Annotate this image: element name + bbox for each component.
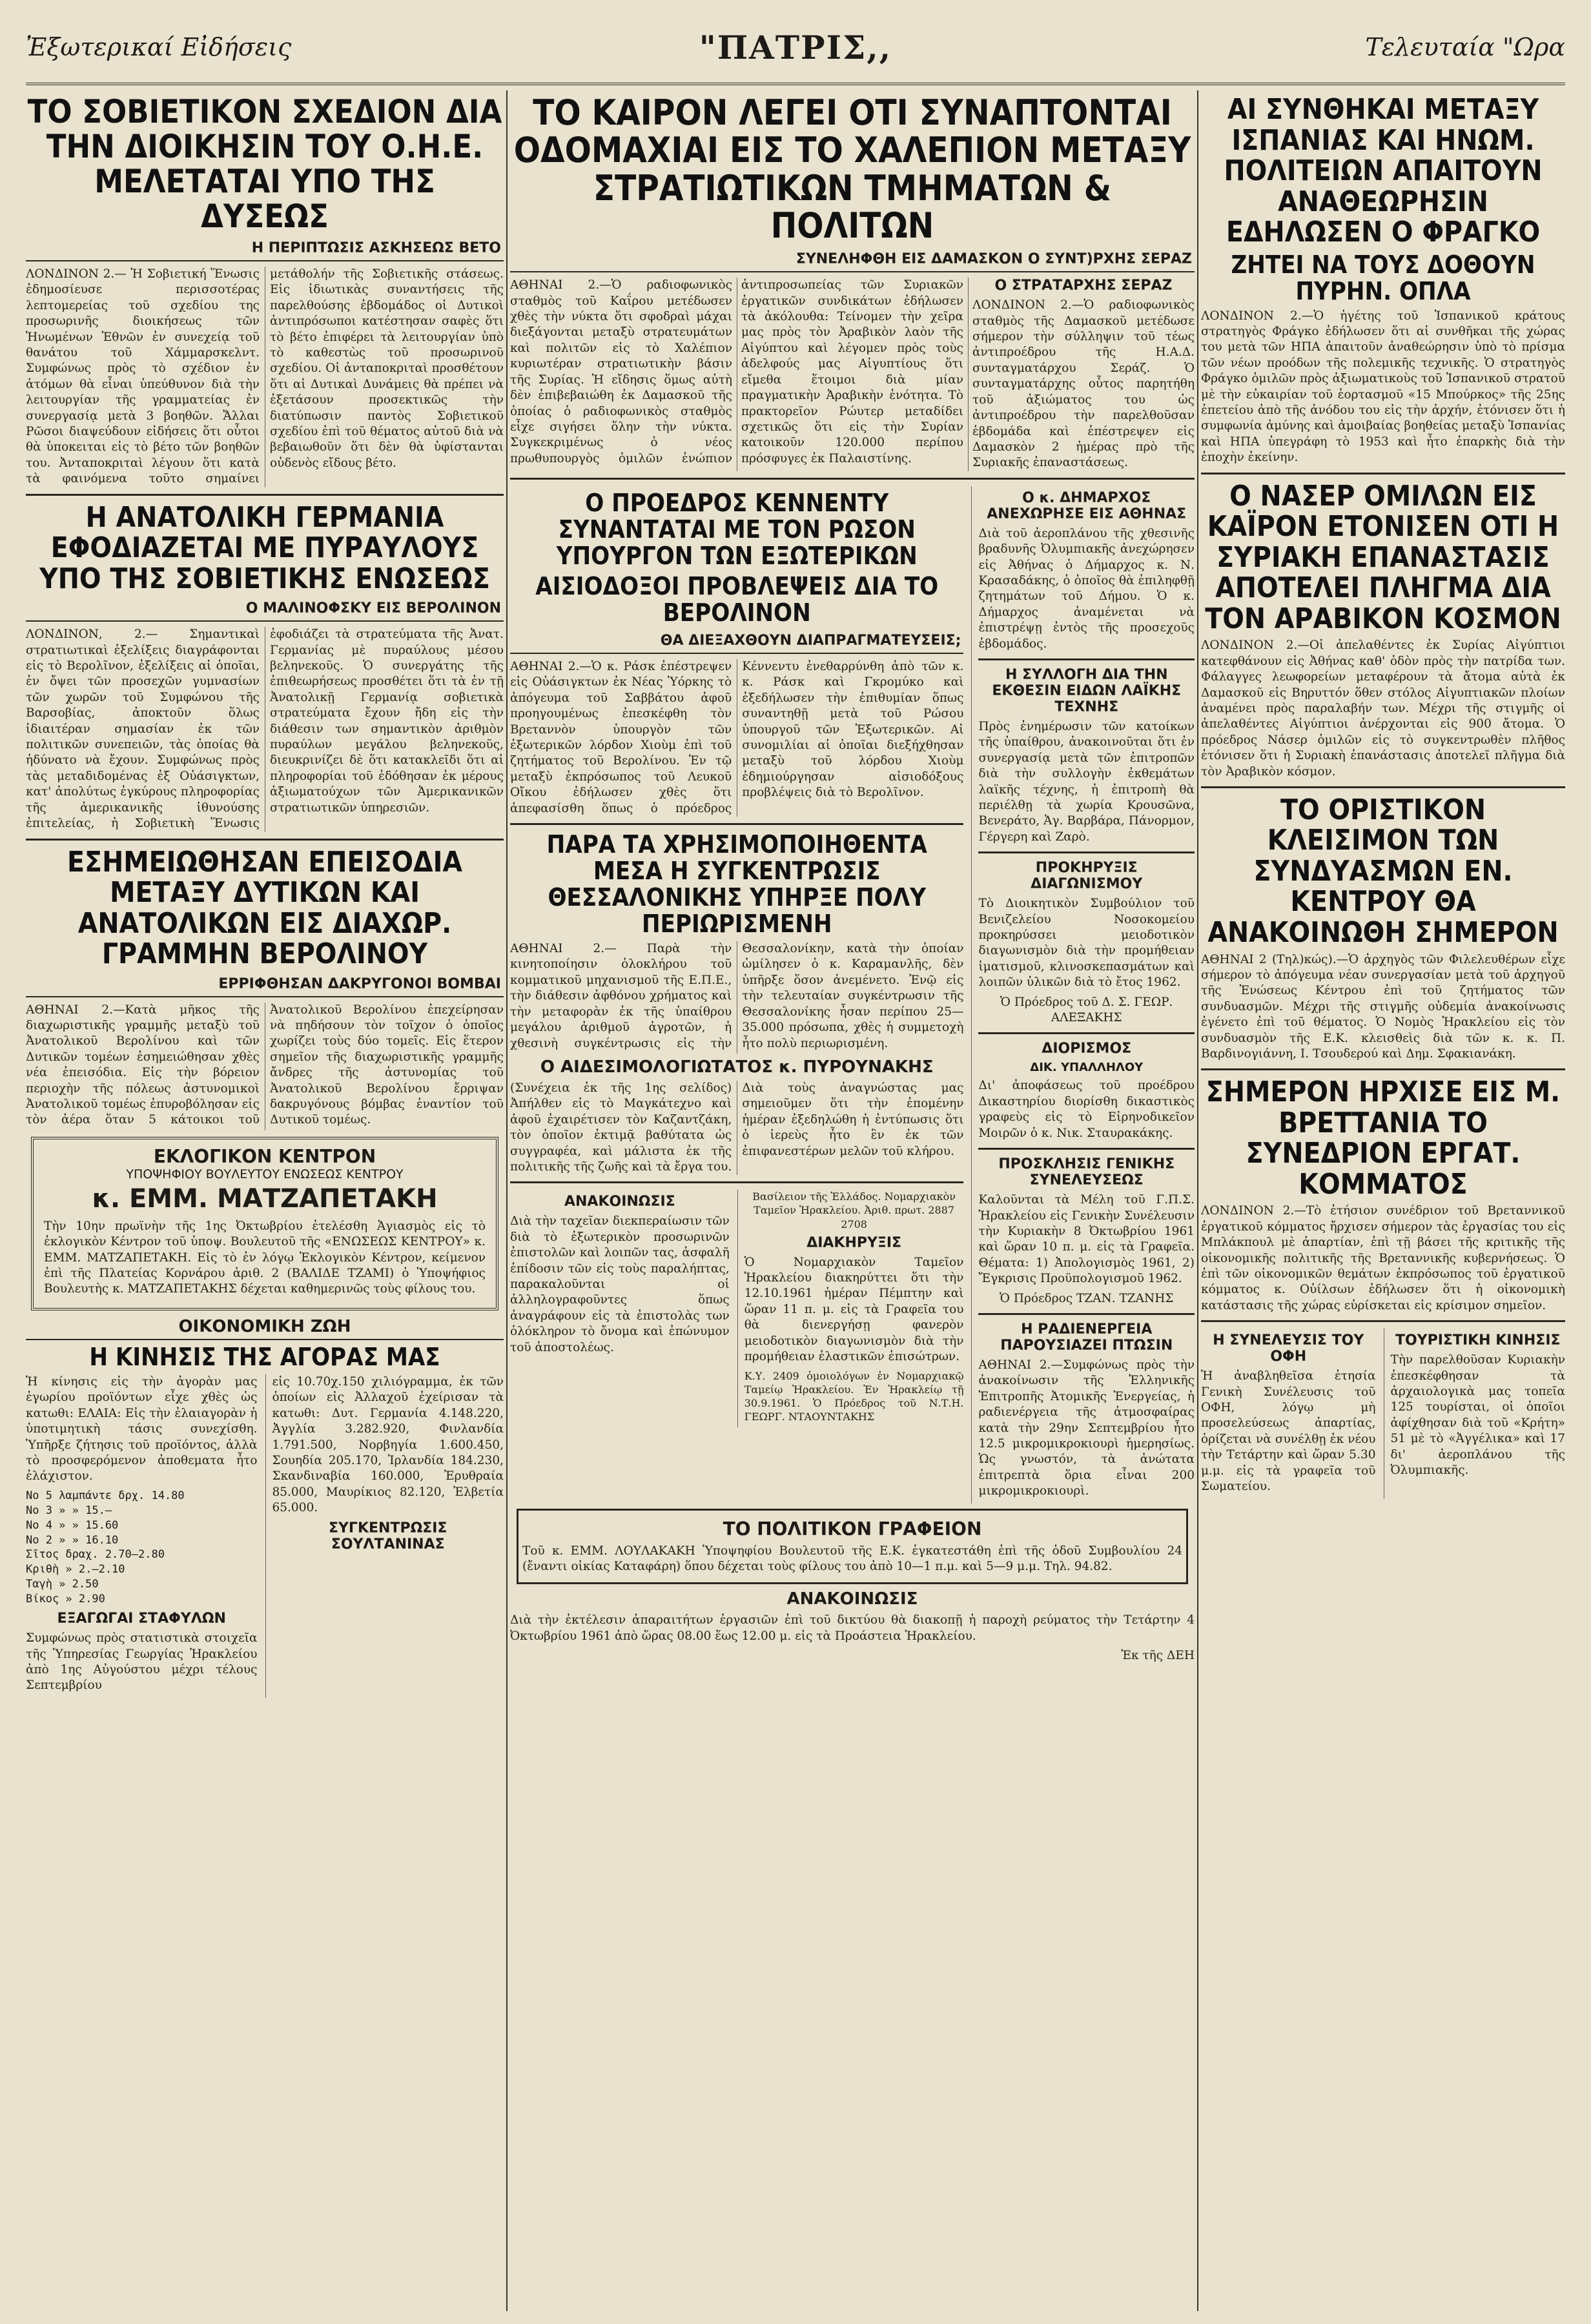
article-body bbox=[26, 267, 504, 487]
article-text: ΑΘΗΝΑΙ 2.—Ὁ ραδιοφωνικὸς σταθμὸς τοῦ Καΐρου μετέδωσεν χθὲς τὴν νύκτα ὅτι σφοδραὶ μάχαι διεξάγονται μεταξὺ στρατευμάτων καὶ πολιτῶν εἰς τὸ Χαλέπιον κυριωτέραν στρατιωτικὴν βάσιν τῆς Συρίας. Ἡ εἴδησις ὅμως αὐτὴ δὲν ἐπιβεβαιώθη ἐκ Δαμασκοῦ τῆς ὁποίας ὁ ραδιοφωνικὸς σταθμὸς εἶχε σιγήσει ὅλην τὴν νύκτα. Συγκεκριμένως ὁ νέος πρωθυπουργὸς ὁμιλῶν ἐνώπιον ἀντιπροσωπείας τῶν Συριακῶν ἐργατικῶν συνδικάτων ἐδήλωσεν τὰ ἀκόλουθα: Τείνομεν τὴν χεῖρα μας πρὸς τὸν Ἀραβικὸν λαὸν τῆς Αἰγύπτου καὶ λέγομεν πρὸς τοὺς ἀδελφούς μας Αἰγυπτίους ὅτι εἴμεθα ἕτοιμοι διὰ μίαν πραγματικὴν Ἀραβικὴν ἑνότητα. Τὸ πρακτορεῖον Ρώυτερ μεταδίδει σχετικῶς ὅτι εἰς τὴν Συρίαν κατοικοῦν 120.000 περίπου πρόσφυγες ἐκ Παλαιστίνης. bbox=[510, 278, 963, 465]
ad-subtitle: ΥΠΟΨΗΦΙΟΥ ΒΟΥΛΕΥΤΟΥ ΕΝΩΣΕΩΣ ΚΕΝΤΡΟΥ bbox=[126, 1167, 404, 1181]
headline-contest: ΠΡΟΚΗΡΥΞΙΣ ΔΙΑΓΩΝΙΣΜΟΥ bbox=[1031, 860, 1143, 893]
market-text: εἰς 10.70χ.150 χιλιόγραμμα, ἐκ τῶν ὁποίων εἰς Ἀλλαχοῦ ἐχείρισαν τὰ κατωθι: Δυτ. Γερμανία 4.148.220, Ἀγγλία 3.282.920, Φινλανδία 1.791.500, Νορβηγία 1.600.450, Σουηδία 205.170, Ἰρλανδία 184.230, Σκανδιναβία 160.000, Ἐρυθραία 85.000, Μαυρίκιος 82.120, Ἐλβετία 65.000. bbox=[272, 1374, 504, 1515]
column-divider bbox=[506, 90, 508, 2311]
column-right bbox=[1201, 90, 1565, 2311]
headline-tourism: ΤΟΥΡΙΣΤΙΚΗ ΚΙΝΗΣΙΣ bbox=[1395, 1332, 1561, 1349]
tender-org: Βασίλειον τῆς Ἑλλάδος. Νομαρχιακὸν Ταμεῖον Ἡρακλείου. Ἀριθ. πρωτ. 2887 2708 bbox=[752, 1190, 956, 1230]
section-rule bbox=[978, 658, 1195, 660]
article-text: ΛΟΝΔΙΝΟΝ 2.—Ὁ ραδιοφωνικὸς σταθμὸς τῆς Δαμασκοῦ μετέδωσε σήμερον τὴν σύλληψιν τοῦ τέως ἀντιπροέδρου τῆς Η.Α.Δ. συνταγματάρχου Σεράζ. Ὁ συνταγματάρχης οὗτος παρητήθη τοῦ ἀξιώματος του ὡς ἀντιπροέδρου τὴν παρελθοῦσαν ἑβδομάδα καὶ ἐπέστρεψεν εἰς Δαμασκὸν 2 ἡμέρας πρὸ τῆς Συριακῆς ἐπαναστάσεως. bbox=[972, 298, 1195, 470]
section-rule bbox=[978, 1313, 1195, 1315]
ad-text: Τὴν 10ην πρωϊνὴν τῆς 1ης Ὀκτωβρίου ἐτελέσθη Ἁγιασμὸς εἰς τὸ ἐκλογικὸν Κέντρον τοῦ ὑποψ. Βουλευτοῦ τῆς «ΕΝΩΣΕΩΣ ΚΕΝΤΡΟΥ» κ. ΕΜΜ. ΜΑΤΖΑΠΕΤΑΚΗ. Εἰς τὸ ἐν λόγῳ Ἐκλογικὸν Κέντρον, κείμενον ἐπὶ τῆς Πλατείας Κορνάρου ἀριθ. 2 (ΒΑΛΙΔΕ ΤΖΑΜΙ) ὁ Ὑποψήφιος Βουλευτὴς κ. ΜΑΤΖΑΠΕΤΑΚΗΣ δέχεται καθημερινῶς τοὺς φίλους του. bbox=[44, 1219, 486, 1296]
subheadline: Ο ΜΑΛΙΝΟΦΣΚΥ ΕΙΣ ΒΕΡΟΛΙΝΟΝ bbox=[26, 598, 504, 622]
headline-thessaloniki: ΠΑΡΑ ΤΑ ΧΡΗΣΙΜΟΠΟΙΗΘΕΝΤΑ ΜΕΣΑ Η ΣΥΓΚΕΝΤΡΩΣΙΣ ΘΕΣΣΑΛΟΝΙΚΗΣ ΥΠΗΡΞΕ ΠΟΛΥ ΠΕΡΙΩΡΙΣΜΕΝΗ bbox=[546, 830, 927, 939]
section-rule bbox=[510, 478, 1195, 480]
article-text: ΑΘΗΝΑΙ 2.—Κατὰ μῆκος τῆς διαχωριστικῆς γραμμῆς μεταξὺ τοῦ Ἀνατολικοῦ Βερολίνου καὶ τῶν Δυτικῶν τομέων ἐσημειώθησαν χθὲς νέα ἐπεισόδια. Εἰς τὴν βόρειον περιοχὴν τῆς πόλεως ἀστυνομικοὶ Ἀνατολικοῦ τομέως ἐπυροβόλησαν εἰς τὸν ἀέρα ὅταν 5 κάτοικοι τοῦ Ἀνατολικοῦ Βερολίνου ἐπεχείρησαν νὰ πηδήσουν τὸν τοῖχον ὁ ὁποῖος χωρίζει τοὺς δύο τομεῖς. Εἰς ἕτερον σημεῖον τῆς διαχωριστικῆς γραμμῆς ἄνδρες τῆς ἀστυνομίας τοῦ Ἀνατολικοῦ Βερολίνου ἔρριψαν δακρυγόνους βόμβας ἐναντίον τοῦ Δυτικοῦ τομέως. bbox=[26, 1003, 504, 1127]
article-body bbox=[510, 941, 963, 1054]
headline-berlin-incidents: ΕΣΗΜΕΙΩΘΗΣΑΝ ΕΠΕΙΣΟΔΙΑ ΜΕΤΑΞΥ ΔΥΤΙΚΩΝ ΚΑΙ ΑΝΑΤΟΛΙΚΩΝ ΕΙΣ ΔΙΑΧΩΡ. ΓΡΑΜΜΗΝ ΒΕΡΟΛΙΝΟΥ bbox=[67, 845, 463, 971]
headline-grape-exports: ΕΞΑΓΩΓΑΙ ΣΤΑΦΥΛΩΝ bbox=[57, 1611, 226, 1627]
headline-nasser: Ο ΝΑΣΕΡ ΟΜΙΛΩΝ ΕΙΣ ΚΑΪΡΟΝ ΕΤΟΝΙΣΕΝ ΟΤΙ Η ΣΥΡΙΑΚΗ ΕΠΑΝΑΣΤΑΣΙΣ ΑΠΟΤΕΛΕΙ ΠΛΗΓΜΑ ΔΙΑ ΤΟΝ ΑΡΑΒΙΚΟΝ ΚΟΣΜΟΝ bbox=[1205, 479, 1561, 635]
subheadline: ΣΥΝΕΛΗΦΘΗ ΕΙΣ ΔΑΜΑΣΚΟΝ Ο ΣΥΝΤ)ΡΧΗΣ ΣΕΡΑΖ bbox=[510, 249, 1195, 272]
headline-soviet-plan: ΤΟ ΣΟΒΙΕΤΙΚΟΝ ΣΧΕΔΙΟΝ ΔΙΑ ΤΗΝ ΔΙΟΙΚΗΣΙΝ ΤΟΥ Ο.Η.Ε. ΜΕΛΕΤΑΤΑΙ ΥΠΟ ΤΗΣ ΔΥΣΕΩΣ bbox=[27, 93, 502, 235]
article-text: ΑΘΗΝΑΙ 2.—Συμφώνως πρὸς τὴν ἀνακοίνωσιν τῆς Ἑλληνικῆς Ἐπιτροπῆς Ἀτομικῆς Ἐνεργείας, ἡ ραδιενέργεια τῆς ἀτμοσφαίρας κατὰ τὴν 29ην Σεπτεμβρίου ἦτο 12.5 μικρομικροκιουρὶ ἡμερησίως. Ὡς γνωστόν, τὰ ἀνώτατα ἐπιτρεπτὰ ὅρια εἶναι 200 μικρομικροκιουρὶ. bbox=[978, 1358, 1195, 1498]
market-report bbox=[26, 1374, 504, 1698]
short-news-row bbox=[1201, 1329, 1565, 1498]
section-rule bbox=[978, 1148, 1195, 1150]
section-rule bbox=[1201, 473, 1565, 474]
center-main-stack bbox=[510, 486, 963, 1503]
masthead bbox=[26, 12, 1565, 85]
price-row: Βίκος » 2.90 bbox=[26, 1593, 105, 1606]
headline-nuclear-arms: ΖΗΤΕΙ ΝΑ ΤΟΥΣ ΔΟΘΟΥΝ ΠΥΡΗΝ. ΟΠΛΑ bbox=[1231, 250, 1535, 305]
article-text: Διὰ τοῦ ἀεροπλάνου τῆς χθεσινῆς βραδυνῆς Ὀλυμπιακῆς ἀνεχώρησεν εἰς Ἀθήνας ὁ Δήμαρχος κ. Ν. Κρασαδάκης, ὁ ὁποῖος θὰ ἐπιληφθῇ ζητημάτων τοῦ Δήμου. Ὁ κ. Δήμαρχος ἀναμένεται νὰ ἐπιστρέψῃ ἐντὸς τῆς προσεχοῦς ἑβδομάδος. bbox=[978, 526, 1195, 651]
article-text: ΛΟΝΔΙΝΟΝ 2.—Τὸ ἐτήσιον συνέδριον τοῦ Βρεταννικοῦ ἐργατικοῦ κόμματος ἤρχισεν σήμερον τὰς ἐργασίας του εἰς Μπλάκπουλ μὲ ἀπαρτίαν, ἐπὶ τῇ βάσει τῆς κριτικῆς τῆς οἰκονομικῆς πολιτικῆς τῆς Βρεταννικῆς κυβερνήσεως. Ὁ ἐπὶ τῶν οἰκονομικῶν θεμάτων ἐκπρόσωπος τοῦ ἐργατικοῦ κόμματος κ. Οὐίλσων ἐδήλωσεν ὅτι ἡ οἰκονομικὴ κατάστασις τῆς χώρας εὑρίσκεται εἰς κρίσιμον σημεῖον. bbox=[1201, 1204, 1565, 1312]
headline-folk-art: Η ΣΥΛΛΟΓΗ ΔΙΑ ΤΗΝ ΕΚΘΕΣΙΝ ΕΙΔΩΝ ΛΑΪΚΗΣ ΤΕΧΝΗΣ bbox=[992, 666, 1182, 715]
price-row: Νο 5 λαμπάντε δρχ. 14.80 bbox=[26, 1489, 185, 1502]
center-side-stack bbox=[971, 486, 1195, 1503]
ad-candidate-name: κ. ΕΜΜ. ΜΑΤΖΑΠΕΤΑΚΗ bbox=[92, 1183, 438, 1214]
signature: Ὁ Πρόεδρος τοῦ Δ. Σ. ΓΕΩΡ. ΑΛΕΞΑΚΗΣ bbox=[1000, 995, 1173, 1025]
section-rule bbox=[1201, 786, 1565, 788]
subheadline-seraz: Ο ΣΤΡΑΤΑΡΧΗΣ ΣΕΡΑΖ bbox=[994, 278, 1173, 294]
notice bbox=[510, 1190, 730, 1427]
section-rule bbox=[1201, 1320, 1565, 1322]
article-text: Πρὸς ἐνημέρωσιν τῶν κατοίκων τῆς ὑπαίθρου, ἀνακοινοῦται ὅτι ἐν συνεργασίᾳ μετὰ τῶν ἐπιτροπῶν διὰ τὴν συλλογὴν ἐκθεμάτων λαϊκῆς τέχνης, ἡ ἐπιτροπὴ θὰ περιέλθῃ τὰ χωρία Κρουσῶνα, Βενεράτο, Ἁγ. Βαρβάρα, Πάνορμον, Γέργερη καὶ Ζαρὸ. bbox=[978, 719, 1195, 844]
subheadline: ΔΙΚ. ΥΠΑΛΛΗΛΟΥ bbox=[1030, 1061, 1144, 1075]
article-body bbox=[510, 659, 963, 817]
section-label-foreign: Ἐξωτερικαί Εἰδήσεις bbox=[26, 33, 292, 61]
short-news bbox=[1201, 1329, 1376, 1498]
section-rule bbox=[26, 839, 504, 841]
headline-political-office: ΤΟ ΠΟΛΙΤΙΚΟΝ ΓΡΑΦΕΙΟΝ bbox=[723, 1518, 982, 1540]
tender-notice bbox=[737, 1190, 964, 1427]
headline-cairo-aleppo: ΤΟ ΚΑΙΡΟΝ ΛΕΓΕΙ ΟΤΙ ΣΥΝΑΠΤΟΝΤΑΙ ΟΔΟΜΑΧΙΑΙ ΕΙΣ ΤΟ ΧΑΛΕΠΙΟΝ ΜΕΤΑΞΥ ΣΤΡΑΤΙΩΤΙΚΩΝ ΤΜΗΜΑΤΩΝ & ΠΟΛΙΤΩΝ bbox=[513, 92, 1191, 246]
article-text: (Συνέχεια ἐκ τῆς 1ης σελίδος) Ἀπήλθεν εἰς τὸ Μαγκάτεχνο καὶ ἀφοῦ ἐχαιρέτισεν τὸν Καζαντζάκη, τὸν ὁποῖον ἐκτιμᾷ βαθύτατα ὡς συγγραφέα, καὶ μάλιστα ἐκ τῆς πολιτικῆς τῆς ζωῆς καὶ τὰ ἔργα του. Διὰ τοὺς ἀναγνώστας μας σημειοῦμεν ὅτι τὴν ἐπομένην ἡμέραν ἐξεδηλώθη ἡ ἐντύπωσις ὅτι ὁ ἱερεὺς ἦτο ἓν ἐκ τῶν ἐπιφανεστέρων μελῶν τοῦ κλήρου. bbox=[510, 1081, 964, 1174]
headline-ofi: Η ΣΥΝΕΛΕΥΣΙΣ ΤΟΥ ΟΦΗ bbox=[1213, 1332, 1364, 1365]
section-label-latest: Τελευταία "Ωρα bbox=[1365, 33, 1565, 61]
headline-labour-congress: ΣΗΜΕΡΟΝ ΗΡΧΙΣΕ ΕΙΣ Μ. ΒΡΕΤΤΑΝΙΑ ΤΟ ΣΥΝΕΔΡΙΟΝ ΕΡΓΑΤ. ΚΟΜΜΑΤΟΣ bbox=[1206, 1075, 1561, 1201]
article-text: ΛΟΝΔΙΝΟΝ 2.—Ὁ ἡγέτης τοῦ Ἱσπανικοῦ κράτους στρατηγὸς Φράγκο ἐδήλωσεν ὅτι αἱ συνθῆκαι τῆς χώρας του μετὰ τῶν ΗΠΑ ἀπαιτοῦν ἀναθεώρησιν ὑπὸ τὸ πρίσμα τῶν νέων προόδων τῆς πολεμικῆς τεχνικῆς. Ὁ στρατηγὸς Φράγκο ὁμιλῶν πρὸς ἀξιωματικοὺς τοῦ Ἱσπανικοῦ στρατοῦ μὲ τὴν εὐκαιρίαν τοῦ ἑορτασμοῦ «15 Μπούρκος» τῆς 25ης ἐπετείου ἀπὸ τῆς ἀνόδου του εἰς τὴν ἀρχήν, ἐτόνισεν ὅτι ἡ συμφωνία ἀμύνης καὶ ἀμοιβαίας βοηθείας μεταξὺ Ἱσπανίας καὶ ΗΠΑ ὑπεγράφη τὸ 1953 καὶ ἦτο ἐπαρκὴς διὰ τὴν ἐποχὴν ἐκείνην. bbox=[1201, 309, 1565, 465]
signature: Ὁ Πρόεδρος ΤΖΑΝ. ΤΖΑΝΗΣ bbox=[1000, 1291, 1174, 1305]
article-body bbox=[510, 278, 1195, 471]
headline-invitation: ΠΡΟΣΚΛΗΣΙΣ ΓΕΝΙΚΗΣ ΣΥΝΕΛΕΥΣΕΩΣ bbox=[998, 1156, 1175, 1189]
tender-text: Ὁ Νομαρχιακὸν Ταμεῖον Ἡρακλείου διακηρύττει ὅτι τὴν 12.10.1961 ἡμέραν Πέμπτην καὶ ὥραν 11 π. μ. εἰς τὰ Γραφεῖα του θὰ διενεργήσῃ φανερὸν μειοδοτικὸν διαγωνισμὸν διὰ τὴν προμήθειαν ἐλαστικῶν ἐπισώτρων. bbox=[744, 1255, 964, 1364]
section-rule bbox=[1201, 1068, 1565, 1070]
price-row: Σῖτος δραχ. 2.70—2.80 bbox=[26, 1548, 165, 1562]
article-text: ΑΘΗΝΑΙ 2.— Παρὰ τὴν κινητοποίησιν ὁλοκλήρου τοῦ κομματικοῦ μηχανισμοῦ τῆς Ε.Π.Ε., τὴν διάθεσιν ἀφθόνου χρήματος καὶ τὴν μεταφορὰν ἐκ τῆς ὑπαίθρου μεγάλου ἀριθμοῦ ἀγροτῶν, ἡ χθεσινὴ συγκέντρωσις εἰς τὴν Θεσσαλονίκην, κατὰ τὴν ὁποίαν ὡμίλησεν ὁ κ. Καραμανλῆς, δὲν ὑπῆρξε ὅσον ἀνεμένετο. Ἐνῷ εἰς τὴν τελευταίαν συγκέντρωσιν τῆς Θεσσαλονίκης ἦσαν περίπου 25—35.000 πρόσωπα, χθὲς ἡ συμμετοχὴ ἦτο πολὺ περιωρισμένη. bbox=[510, 942, 964, 1050]
article-body bbox=[26, 627, 504, 831]
headline-sultanina: ΣΥΓΚΕΝΤΡΩΣΙΣ ΣΟΥΛΤΑΝΙΝΑΣ bbox=[328, 1520, 447, 1553]
article-text: ΑΘΗΝΑΙ 2.—Ὁ κ. Ράσκ ἐπέστρεψεν εἰς Οὐάσιγκτων ἐκ Νέας Ὑόρκης τὸ ἀπόγευμα τοῦ Σαββάτου ἀφοῦ προηγουμένως ἐπεσκέφθη τὸν Βρεταννὸν ὑπουργὸν τῶν ἐξωτερικῶν λόρδον Χιοὺμ ἐπὶ τοῦ ζητήματος τοῦ Βερολίνου. Ἐν τῷ μεταξὺ ἐκπρόσωπος τοῦ Λευκοῦ Οἴκου ἐδήλωσεν χθὲς ὅτι ἀπεφασίσθη ὅπως ὁ πρόεδρος Κέννεντυ ἐνεθαρρύνθη ἀπὸ τῶν κ. κ. Ράσκ καὶ Γκρομύκο καὶ ἐξεδήλωσεν τὴν ἐπιθυμίαν ὅπως συναντηθῇ μετὰ τοῦ Ρώσου ὑπουργοῦ τῶν Ἐξωτερικῶν. Αἱ συνομιλίαι αἱ ὁποῖαι διεξήχθησαν μεταξὺ τοῦ λόρδου Χιοὺμ ἐδημιούργησαν αἰσιοδόξους προβλέψεις διὰ τὸ Βερολῖνον. bbox=[510, 659, 964, 815]
price-row: Νο 3 » » 15.— bbox=[26, 1503, 112, 1517]
headline-appointment: ΔΙΟΡΙΣΜΟΣ bbox=[1042, 1041, 1132, 1057]
headline-pyrounakis: Ο ΑΙΔΕΣΙΜΟΛΟΓΙΩΤΑΤΟΣ κ. ΠΥΡΟΥΝΑΚΗΣ bbox=[540, 1057, 934, 1077]
price-row: Νο 4 » » 15.60 bbox=[26, 1518, 119, 1532]
short-news bbox=[1384, 1329, 1566, 1498]
election-center-ad bbox=[31, 1137, 498, 1310]
column-center bbox=[510, 90, 1195, 2311]
headline-spain-usa: ΑΙ ΣΥΝΘΗΚΑΙ ΜΕΤΑΞΥ ΙΣΠΑΝΙΑΣ ΚΑΙ ΗΝΩΜ. ΠΟΛΙΤΕΙΩΝ ΑΠΑΙΤΟΥΝ ΑΝΑΘΕΩΡΗΣΙΝ ΕΔΗΛΩΣΕΝ Ο ΦΡΑΓΚΟ bbox=[1224, 93, 1543, 249]
article-body bbox=[510, 1081, 963, 1175]
section-rule bbox=[978, 851, 1195, 853]
notice-title: ΑΝΑΚΟΙΝΩΣΙΣ bbox=[564, 1194, 675, 1210]
newspaper-title: "ΠΑΤΡΙΣ,, bbox=[699, 28, 892, 66]
article-text: Τοῦ κ. ΕΜΜ. ΛΟΥΛΑΚΑΚΗ Ὑποψηφίου Βουλευτοῦ τῆς Ε.Κ. ἐγκατεστάθη ἐπὶ τῆς ὁδοῦ Συμβουλίου 24 (ἔναντι οἰκίας Καταφάρη) ὅπου δέχεται τοὺς φίλους του ἀπὸ 10—1 π.μ. καὶ 5—9 μ.μ. Τηλ. 94.82. bbox=[522, 1544, 1182, 1573]
article-text: Καλοῦνται τὰ Μέλη τοῦ Γ.Π.Σ. Ἡρακλείου εἰς Γενικὴν Συνέλευσιν τὴν Κυριακὴν 8 Ὀκτωβρίου 1961 καὶ ὥραν 10 π. μ. εἰς τὰ Γραφεῖα. Θέματα: 1) Ἀπολογισμὸς 1961, 2) Ἔγκρισις Προϋπολογισμοῦ 1962. bbox=[978, 1193, 1195, 1286]
exports-text: Συμφώνως πρὸς στατιστικὰ στοιχεῖα τῆς Ὑπηρεσίας Γεωργίας Ἡρακλείου ἀπὸ 1ης Αὐγούστου μέχρι τέλους Σεπτεμβρίου bbox=[26, 1631, 258, 1693]
ad-title: ΕΚΛΟΓΙΚΟΝ ΚΕΝΤΡΟΝ bbox=[153, 1145, 376, 1167]
subheadline: Η ΠΕΡΙΠΤΩΣΙΣ ΑΣΚΗΣΕΩΣ ΒΕΤΟ bbox=[26, 238, 504, 261]
headline-announcement: ΑΝΑΚΟΙΝΩΣΙΣ bbox=[786, 1589, 918, 1609]
market-column bbox=[26, 1374, 258, 1698]
column-divider bbox=[1197, 90, 1198, 2311]
headline-market: Η ΚΙΝΗΣΙΣ ΤΗΣ ΑΓΟΡΑΣ ΜΑΣ bbox=[89, 1342, 440, 1371]
price-row: Ταγὴ » 2.50 bbox=[26, 1578, 99, 1591]
section-rule bbox=[510, 1181, 963, 1183]
subheadline: ΕΡΡΙΦΘΗΣΑΝ ΔΑΚΡΥΓΟΝΟΙ ΒΟΜΒΑΙ bbox=[26, 973, 504, 997]
market-text: Ἡ κίνησις εἰς τὴν ἀγορὰν μας ἐγωρίου προϊόντων εἶχε χθὲς ὡς κατωθι: ΕΛΑΙΑ: Εἰς τὴν ἐλαιαγορὰν ἡ ὑποτιμητικὴ τάσις συνεχίσθη. Ὑπῆρξε ζήτησις τοῦ προϊόντος, ἀλλὰ τὸ προσφερόμενον ἀποθεματα ἦτο ἐλάχιστον. bbox=[26, 1374, 258, 1483]
article-text: ΛΟΝΔΙΝΟΝ, 2.— Σημαντικαὶ στρατιωτικαὶ ἐξελίξεις διαγράφονται εἰς τὸ Βερολῖνον, ἐξελίξεις αἱ ὁποῖαι, ἐν ὄψει τῶν προσεχῶν γυμνασίων τῶν χωρῶν τοῦ Συμφώνου τῆς Βαρσοβίας, ἀποκτοῦν ὅλως ἰδιαιτέραν σημασίαν ἐκ τῶν πολιτικῶν συνεπειῶν, τὰς ὁποίας θὰ ἠδύνατο νὰ ἔχουν. Συμφώνως πρὸς τὰς μεταδιδομένας ἐξ Οὐάσιγκτων, κατ' ἀπολύτως ἐγκύρους πληροφορίας τῆς ἀμερικανικῆς ἱθυνούσης ἐπιτελείας, ἡ Σοβιετικὴ Ἕνωσις ἐφοδιάζει τὰ στρατεύματα τῆς Ἀνατ. Γερμανίας μὲ πυραύλους μέσου βεληνεκοῦς. Ὁ συνεργάτης τῆς ἐπιθεωρήσεως προσθέτει ὅτι τὰ ἐν τῇ Ἀνατολικῇ Γερμανίᾳ σοβιετικὰ στρατεύματα ἔχουν ἤδη εἰς τὴν διάθεσιν των σημαντικὸν ἀριθμὸν πυραύλων μεγάλου βεληνεκοῦς, διευκρινίζει δὲ ὅτι κατακλεῖδι ὅτι αἱ πληροφορίαι τοῦ ἐδόθησαν ἐκ μέρους ἀξιωματούχων τῶν Ἀμερικανικῶν στρατιωτικῶν ὑπηρεσιῶν. bbox=[26, 627, 504, 831]
article-text: ΛΟΝΔΙΝΟΝ 2.— Ἡ Σοβιετική Ἕνωσις ἐδημοσίευσε περισσοτέρας λεπτομερείας τοῦ σχεδίου της προσωρινῆς διοικήσεως τῶν Ἡνωμένων Ἐθνῶν ἐν συνεχείᾳ τοῦ θανάτου τοῦ Χάμμαρσκελντ. Συμφώνως πρὸς τὸ σχέδιον ἐν ἀτόμων θὰ εἶναι ὑπεύθυνον διὰ τὴν λειτουργίαν τῆς γραμματείας ἐν συνεργασίᾳ μετὰ 3 βοηθῶν. Ἄλλαι Ρῶσοι διαψεύδουν εἰδήσεις ὅτι οὗτοι θὰ ὑποκειται εἰς τὸ βέτο τῶν βοηθῶν του. Ἀνταποκριταὶ λέγουν ὅτι κατὰ τὰ φαινόμενα τοῦτο σημαίνει μετάθολήν τῆς Σοβιετικῆς στάσεως. Εἰς ἰδιωτικὰς συναντήσεις τῆς παρελθούσης ἑβδομάδος οἱ Δυτικοὶ ἀντιπρόσωποι κατέστησαν σαφὲς ὅτι τὸ βέτο ἐπιφέρει τὰ λειτουργίαν ὑπὸ τὸ καθεστὼς τοῦ προσωρινοῦ σχεδίου. Οἱ ἀνταποκριταὶ προσθέτουν ὅτι αἱ Δυτικαὶ Δυνάμεις θὰ πρέπει νὰ ἐξετάσουν προσεκτικῶς τὴν διατύπωσιν παντὸς Σοβιετικοῦ σχεδίου ἐπὶ τοῦ θέματος αὐτοῦ διὰ νὰ βεβαιωθοῦν ὅτι δὲν θὰ ὑφίστανται οὐδενὸς εἴδους βέτο. bbox=[26, 267, 504, 486]
economy-section-label: ΟΙΚΟΝΟΜΙΚΗ ΖΩΗ bbox=[26, 1317, 504, 1340]
subheadline: ΘΑ ΔΙΕΞΑΧΘΟΥΝ ΔΙΑΠΡΑΓΜΑΤΕΥΣΕΙΣ; bbox=[510, 630, 963, 654]
center-lower bbox=[510, 486, 1195, 1503]
tender-signature: Κ.Υ. 2409 ὁμοιολόγων ἐν Νομαρχιακῷ Ταμείῳ Ἡρακλείου. Ἐν Ἡρακλείῳ τῇ 30.9.1961. Ὁ Πρόεδρος τοῦ Ν.Τ.Η. ΓΕΩΡΓ. ΝΤΑΟΥΝΤΑΚΗΣ bbox=[744, 1369, 964, 1423]
signature: Ἐκ τῆς ΔΕΗ bbox=[1121, 1649, 1195, 1663]
price-row: Κριθὴ » 2.—2.10 bbox=[26, 1563, 125, 1576]
section-rule bbox=[510, 823, 963, 825]
column-left bbox=[26, 90, 504, 2311]
headline-mayor: Ο κ. ΔΗΜΑΡΧΟΣ ΑΝΕΧΩΡΗΣΕ ΕΙΣ ΑΘΗΝΑΣ bbox=[987, 489, 1187, 522]
market-column bbox=[265, 1374, 504, 1698]
price-list bbox=[26, 1489, 258, 1607]
political-office-notice bbox=[517, 1509, 1188, 1585]
tender-title: ΔΙΑΚΗΡΥΞΙΣ bbox=[806, 1234, 902, 1251]
article-text: Ἡ ἀναβληθεῖσα ἐτησία Γενικὴ Συνέλευσις τοῦ ΟΦΗ, λόγῳ μὴ προσελεύσεως ἀπαρτίας, ὁρίζεται νὰ συνέλθῃ ἐκ νέου τὴν Τετάρτην καὶ ὥραν 5.30 μ.μ. εἰς τὰ γραφεῖα τοῦ Σωματείου. bbox=[1201, 1369, 1376, 1494]
headline-berlin-forecast: ΑΙΣΙΟΔΟΞΟΙ ΠΡΟΒΛΕΨΕΙΣ ΔΙΑ ΤΟ ΒΕΡΟΛΙΝΟΝ bbox=[535, 571, 939, 627]
notice-text: Διὰ τὴν ταχεῖαν διεκπεραίωσιν τῶν διὰ τὸ ἐξωτερικὸν προσωρινῶν ἐπιστολῶν καὶ λοιπῶν τας, ἀσφαλῆ ἐπίδοσιν τῶν εἰς τοὺς παραλήπτας, παρακαλοῦνται οἱ ἀλληλογραφοῦντες ὅπως ἀναγράφουν εἰς τὰ ἐπιστολὰς των ὁλόκληρον τὸ ὄνομα καὶ ἐπώνυμον τοῦ ἀποστολέως. bbox=[510, 1214, 730, 1354]
section-rule bbox=[978, 1032, 1195, 1034]
headline-kennedy: Ο ΠΡΟΕΔΡΟΣ ΚΕΝΝΕΝΤΥ ΣΥΝΑΝΤΑΤΑΙ ΜΕ ΤΟΝ ΡΩΣΟΝ ΥΠΟΥΡΓΟΝ ΤΩΝ ΕΞΩΤΕΡΙΚΩΝ bbox=[556, 488, 918, 570]
headline-east-germany: Η ΑΝΑΤΟΛΙΚΗ ΓΕΡΜΑΝΙΑ ΕΦΟΔΙΑΖΕΤΑΙ ΜΕ ΠΥΡΑΥΛΟΥΣ ΥΠΟ ΤΗΣ ΣΟΒΙΕΤΙΚΗΣ ΕΝΩΣΕΩΣ bbox=[39, 500, 490, 595]
article-text: Τὸ Διοικητικὸν Συμβούλιον τοῦ Βενιζελείου Νοσοκομείου προκηρύσσει μειοδοτικὸν διαγωνισμὸν διὰ τὴν προμήθειαν ἱματισμοῦ, κλινοσκεπασμάτων καὶ λοιπῶν ὑλικῶν διὰ τὸ ἔτος 1962. bbox=[978, 897, 1195, 990]
article-text: Διὰ τὴν ἐκτέλεσιν ἀπαραιτήτων ἐργασιῶν ἐπὶ τοῦ δικτύου θὰ διακοπῇ ἡ παροχὴ ρεύματος τὴν Τετάρτην 4 Ὀκτωβρίου 1961 ἀπὸ ὥρας 08.00 ἕως 12.00 μ. εἰς τὰ Προάστεια Ἡρακλείου. bbox=[510, 1613, 1195, 1643]
section-rule bbox=[26, 494, 504, 496]
notices-row bbox=[510, 1190, 963, 1427]
headline-radiation: Η ΡΑΔΙΕΝΕΡΓΕΙΑ ΠΑΡΟΥΣΙΑΖΕΙ ΠΤΩΣΙΝ bbox=[1000, 1321, 1173, 1354]
article-text: Δι' ἀποφάσεως τοῦ προέδρου Δικαστηρίου διορίσθη δικαστικὸς γραφεὺς εἰς τὸ Εἰρηνοδικεῖον Μοιρῶν ὁ κ. Νικ. Σταυρακάκης. bbox=[978, 1079, 1195, 1140]
article-text: Τὴν παρελθοῦσαν Κυριακὴν ἐπεσκέφθησαν τὰ ἀρχαιολογικὰ μας τοπεῖα 125 τουρίσται, οἱ ὁποῖοι ἀφίχθησαν διὰ τοῦ «Κρήτη» 51 μὲ τὸ «Ἀγγέλικα» καὶ 17 δι' ἀεροπλάνου τῆς Ὀλυμπιακῆς. bbox=[1390, 1353, 1565, 1478]
headline-centre-union: ΤΟ ΟΡΙΣΤΙΚΟΝ ΚΛΕΙΣΙΜΟΝ ΤΩΝ ΣΥΝΔΥΑΣΜΩΝ ΕΝ. ΚΕΝΤΡΟΥ ΘΑ ΑΝΑΚΟΙΝΩΘΗ ΣΗΜΕΡΟΝ bbox=[1207, 793, 1559, 949]
article-body bbox=[26, 1003, 504, 1130]
article-text: ΛΟΝΔΙΝΟΝ 2.—Οἱ ἀπελαθέντες ἐκ Συρίας Αἰγύπτιοι κατεφθάνουν εἰς Ἀθήνας καθ' ὁδὸν πρὸς τὴν πατρίδα των. Φάλαγγες λεωφορείων μεταφέρουν τὰ ἄτομα αὐτὰ ἐκ Δαμασκοῦ εἰς Βηρυττόν ὅθεν στόλος Αἰγυπτιακῶν πλοίων ἀναμένει πρὸς παραλαβήν των. Μέχρι τῆς στιγμῆς οἱ ἀπελαθέντες Αἰγύπτιοι ἀνέρχονται εἰς 900 ἄτομα. Ὁ πρόεδρος Νάσερ ὁμιλῶν εἰς τὸ συγκεντρωθὲν πλῆθος ἐτόνισεν ὅτι ἡ Συριακὴ ἐπανάστασις ἀποτελεῖ πλῆγμα διὰ τὸν Ἀραβικὸν κόσμον. bbox=[1201, 638, 1565, 779]
price-row: Νο 2 » » 16.10 bbox=[26, 1533, 119, 1547]
article-text: ΑΘΗΝΑΙ 2 (Τηλ)κώς).—Ὁ ἀρχηγὸς τῶν Φιλελευθέρων εἶχε σήμερον τὸ ἀπόγευμα νέαν συνεργασίαν μετὰ τοῦ ἀρχηγοῦ τῆς Ἑνώσεως Κέντρου ἐπὶ τοῦ ζητήματος τῶν συνδυασμῶν. Μέχρι τῆς στιγμῆς οὐδεμία ἀνακοίνωσις ἐγένετο ἐπὶ τοῦ θέματος. Ὁ Νομὸς Ἡρακλείου εἰς τὸν συνδυασμὸν τῆς Ε.Κ. κλεισθεὶς διὰ τῶν κ. κ. Π. Βαρδινογιάννη, Ι. Τσουδερού καὶ Δημ. Σφακιανάκη. bbox=[1201, 952, 1565, 1061]
